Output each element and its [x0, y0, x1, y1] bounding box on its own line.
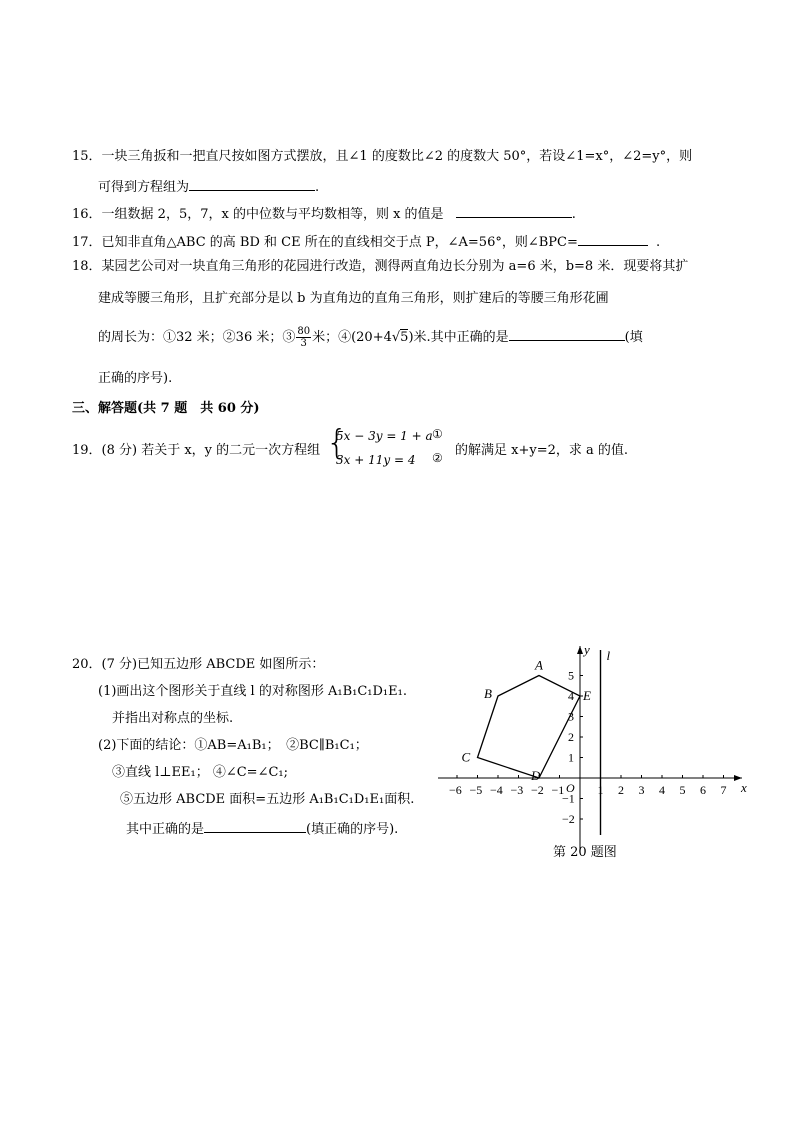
- q20-figure: [434, 640, 754, 865]
- q15-line2-end: .: [315, 180, 320, 195]
- q20-line3: 并指出对称点的坐标.: [112, 711, 234, 726]
- sqrt-symbol: √: [391, 330, 401, 345]
- vertex-label-c: C: [461, 749, 471, 765]
- q19-post: 的解满足 x+y=2，求 a 的值.: [455, 443, 629, 458]
- origin-label: O: [566, 781, 575, 795]
- q20-line7-text: 其中正确的是: [126, 822, 205, 837]
- vertex-label-b: B: [484, 686, 492, 701]
- y-tick-label: 2: [568, 730, 574, 744]
- q18-line3-b: 米；④(20+4: [312, 330, 392, 345]
- q19-eq2: 3x + 11y = 4: [336, 453, 416, 467]
- y-tick-label: 3: [568, 709, 574, 724]
- section3-heading: 三、解答题(共 7 题 共 60 分): [72, 401, 260, 416]
- q15-answer-blank[interactable]: [189, 176, 315, 191]
- x-tick-label: −1: [551, 783, 565, 797]
- q20-line1: 20．(7 分)已知五边形 ABCDE 如图所示：: [72, 657, 325, 672]
- x-tick-label: −4: [490, 783, 503, 797]
- pentagon-abcde: [478, 676, 581, 779]
- y-tick-label: −1: [562, 791, 575, 806]
- q18-line2: 建成等腰三角形，且扩充部分是以 b 为直角边的直角三角形，则扩建后的等腰三角形花圃: [98, 291, 609, 306]
- q20-line6: ⑤五边形 ABCDE 面积=五边形 A₁B₁C₁D₁E₁面积.: [120, 792, 415, 807]
- q15-line2: [98, 176, 319, 197]
- vertex-label-a: A: [535, 657, 543, 673]
- q20-line4: (2)下面的结论：①AB=A₁B₁； ②BC∥B₁C₁；: [98, 738, 368, 753]
- q19-eq1: 5x − 3y = 1 + a: [336, 429, 433, 443]
- x-tick-label: −6: [449, 783, 462, 797]
- x-tick-label: −2: [531, 783, 544, 797]
- x-tick-label: 4: [659, 783, 665, 797]
- y-tick-label: 1: [568, 750, 574, 765]
- x-tick-label: −3: [510, 783, 524, 797]
- x-tick-label: 6: [700, 783, 706, 797]
- x-tick-label: 1: [597, 783, 604, 797]
- q18-fraction: [296, 326, 311, 349]
- q20-line7-end: (填正确的序号).: [306, 822, 399, 837]
- q18-line4: 正确的序号).: [98, 371, 173, 386]
- x-tick-label: 7: [720, 783, 727, 797]
- q20-line7: [126, 818, 398, 839]
- q19-equation-system: [326, 423, 456, 467]
- vertex-label-d: D: [531, 768, 541, 783]
- q18-fraction-num: 80: [297, 326, 311, 337]
- brace-icon: {: [326, 423, 348, 463]
- y-tick-label: −2: [562, 812, 575, 826]
- q16-line: [72, 203, 576, 224]
- q15-line1: 15．一块三角扳和一把直尺按如图方式摆放，且∠1 的度数比∠2 的度数大 50°，若设∠1=x°，∠2=y°，则: [72, 149, 693, 164]
- q17-end: .: [656, 235, 661, 250]
- q18-line1: 18．某园艺公司对一块直角三角形的花园进行改造，测得两直角边长分别为 a=6 米，b=8 米．现要将其扩: [72, 259, 689, 274]
- q20-line5: ③直线 l⊥EE₁； ④∠C=∠C₁;: [112, 765, 289, 780]
- q18-sqrt-arg: 5: [400, 330, 409, 345]
- x-tick-label: −5: [469, 783, 483, 797]
- figure-caption: 第 20 题图: [553, 845, 617, 860]
- q15-line2-text: 可得到方程组为: [98, 180, 190, 195]
- x-tick-label: 5: [679, 783, 686, 797]
- q20-line2: (1)画出这个图形关于直线 l 的对称图形 A₁B₁C₁D₁E₁.: [98, 684, 407, 699]
- q17-answer-blank[interactable]: [578, 231, 648, 246]
- x-tick-label: 3: [638, 783, 645, 797]
- q18-line3: [98, 325, 643, 351]
- line-l-label: l: [606, 648, 611, 663]
- q16-answer-blank[interactable]: [456, 203, 572, 218]
- x-axis-label: x: [741, 780, 747, 795]
- q16-end: .: [571, 207, 576, 222]
- q19-pre: 19．(8 分) 若关于 x，y 的二元一次方程组: [72, 443, 321, 458]
- q18-answer-blank[interactable]: [509, 326, 625, 341]
- vertex-label-e: E: [583, 688, 591, 703]
- y-tick-label: 5: [568, 668, 574, 683]
- q20-answer-blank[interactable]: [204, 818, 306, 833]
- q18-line3-c: )米.其中正确的是: [408, 330, 509, 345]
- q19-eq2-mark: ②: [432, 451, 443, 465]
- q19-eq1-mark: ①: [432, 427, 443, 441]
- y-axis-arrow-icon: [577, 646, 583, 654]
- y-axis-label: y: [584, 642, 590, 657]
- q18-line3-a: 的周长为：①32 米；②36 米；③: [98, 330, 296, 345]
- x-tick-label: 2: [618, 783, 624, 797]
- q16-text: 16．一组数据 2，5，7，x 的中位数与平均数相等，则 x 的值是: [72, 207, 444, 222]
- q17-line: [72, 231, 660, 252]
- q18-fraction-den: 3: [300, 338, 307, 349]
- q18-line3-d: (填: [624, 330, 643, 345]
- y-tick-label: 4: [568, 689, 574, 703]
- q17-text: 17．已知非直角△ABC 的高 BD 和 CE 所在的直线相交于点 P，∠A=56°，则∠BPC=: [72, 235, 578, 250]
